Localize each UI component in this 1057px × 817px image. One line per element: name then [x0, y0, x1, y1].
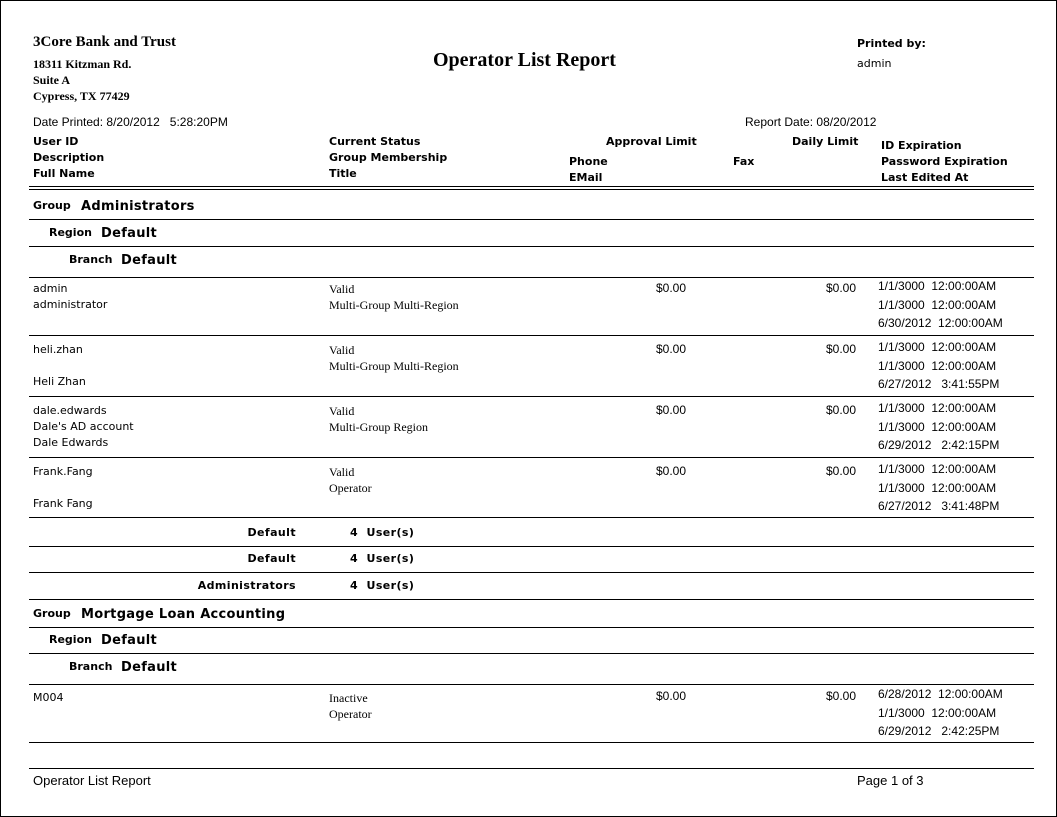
region-name: Default — [101, 226, 158, 241]
col-email: EMail — [569, 171, 603, 184]
printed-by-label: Printed by: — [857, 37, 926, 50]
user-approval-limit: $0.00 — [655, 403, 686, 417]
branch-label: Branch — [69, 660, 113, 673]
user-approval-limit: $0.00 — [655, 281, 686, 295]
col-phone: Phone — [569, 155, 608, 168]
user-id: admin — [33, 282, 68, 295]
user-approval-limit: $0.00 — [655, 464, 686, 478]
user-id: heli.zhan — [33, 343, 83, 356]
row-divider — [29, 457, 1034, 458]
user-daily-limit: $0.00 — [825, 342, 856, 356]
col-password-expiration: Password Expiration — [881, 155, 1008, 168]
user-password-expiration: 1/1/3000 12:00:00AM — [878, 420, 997, 434]
region-label: Region — [49, 633, 92, 646]
branch-name: Default — [121, 660, 178, 675]
footer-divider — [29, 768, 1034, 769]
col-title: Title — [329, 167, 357, 180]
user-id-expiration: 1/1/3000 12:00:00AM — [878, 340, 997, 354]
col-user-id: User ID — [33, 135, 79, 148]
user-id-expiration: 1/1/3000 12:00:00AM — [878, 462, 997, 476]
user-status: Valid — [329, 343, 355, 357]
col-group-membership: Group Membership — [329, 151, 448, 164]
bank-address-line1: 18311 Kitzman Rd. — [33, 57, 132, 71]
group-name: Mortgage Loan Accounting — [81, 607, 286, 622]
user-last-edited: 6/29/2012 2:42:25PM — [878, 724, 1000, 738]
user-password-expiration: 1/1/3000 12:00:00AM — [878, 706, 997, 720]
branch-total-count — [350, 526, 414, 539]
branch-name: Default — [121, 253, 178, 268]
col-full-name: Full Name — [33, 167, 95, 180]
footer-report-name: Operator List Report — [33, 773, 151, 788]
date-printed-label: Date Printed: — [33, 115, 104, 129]
col-daily-limit: Daily Limit — [792, 135, 859, 148]
user-full-name: Dale Edwards — [33, 436, 109, 449]
group-name: Administrators — [81, 199, 195, 214]
user-membership: Multi-Group Region — [329, 420, 428, 434]
total-unit: User(s) — [366, 552, 415, 565]
user-password-expiration: 1/1/3000 12:00:00AM — [878, 481, 997, 495]
divider — [29, 246, 1034, 247]
user-membership: Multi-Group Multi-Region — [329, 359, 459, 373]
user-description: Dale's AD account — [33, 420, 134, 433]
header-divider-bottom — [29, 189, 1034, 190]
col-fax: Fax — [733, 155, 755, 168]
user-status: Valid — [329, 404, 355, 418]
user-membership: Multi-Group Multi-Region — [329, 298, 459, 312]
user-approval-limit: $0.00 — [655, 342, 686, 356]
region-name: Default — [101, 633, 158, 648]
user-daily-limit: $0.00 — [825, 403, 856, 417]
divider — [29, 277, 1034, 278]
total-unit: User(s) — [366, 526, 415, 539]
user-full-name: Heli Zhan — [33, 375, 86, 388]
user-description: administrator — [33, 298, 108, 311]
divider — [29, 684, 1034, 685]
bank-name: 3Core Bank and Trust — [33, 34, 176, 50]
user-id-expiration: 6/28/2012 12:00:00AM — [878, 687, 1003, 701]
user-full-name: Frank Fang — [33, 497, 93, 510]
divider — [29, 219, 1034, 220]
report-title: Operator List Report — [433, 49, 616, 71]
row-divider — [29, 742, 1034, 743]
user-last-edited: 6/27/2012 3:41:48PM — [878, 499, 1000, 513]
col-current-status: Current Status — [329, 135, 421, 148]
group-label: Group — [33, 607, 71, 620]
region-total-name: Default — [247, 552, 296, 565]
report-date-label: Report Date: — [745, 115, 814, 129]
group-label: Group — [33, 199, 71, 212]
report-date — [745, 115, 876, 129]
user-id: M004 — [33, 691, 64, 704]
region-total-count — [350, 552, 414, 565]
date-printed — [33, 115, 228, 129]
user-password-expiration: 1/1/3000 12:00:00AM — [878, 359, 997, 373]
divider — [29, 653, 1034, 654]
user-status: Valid — [329, 465, 355, 479]
divider — [29, 572, 1034, 573]
divider — [29, 599, 1034, 600]
bank-address-line3: Cypress, TX 77429 — [33, 89, 130, 103]
user-status: Inactive — [329, 691, 368, 705]
printed-by-value: admin — [857, 57, 892, 70]
total-unit: User(s) — [366, 579, 415, 592]
user-approval-limit: $0.00 — [655, 689, 686, 703]
col-approval-limit: Approval Limit — [606, 135, 697, 148]
divider — [29, 627, 1034, 628]
group-total-name: Administrators — [197, 579, 296, 592]
row-divider — [29, 517, 1034, 518]
user-id-expiration: 1/1/3000 12:00:00AM — [878, 401, 997, 415]
user-daily-limit: $0.00 — [825, 464, 856, 478]
user-daily-limit: $0.00 — [825, 281, 856, 295]
user-last-edited: 6/27/2012 3:41:55PM — [878, 377, 1000, 391]
row-divider — [29, 396, 1034, 397]
user-id-expiration: 1/1/3000 12:00:00AM — [878, 279, 997, 293]
branch-total-name: Default — [247, 526, 296, 539]
divider — [29, 546, 1034, 547]
date-printed-value: 8/20/2012 5:28:20PM — [106, 115, 228, 129]
user-id: dale.edwards — [33, 404, 107, 417]
bank-address-line2: Suite A — [33, 73, 71, 87]
group-total-count — [350, 579, 414, 592]
branch-label: Branch — [69, 253, 113, 266]
user-daily-limit: $0.00 — [825, 689, 856, 703]
user-last-edited: 6/29/2012 2:42:15PM — [878, 438, 1000, 452]
total-count: 4 — [350, 552, 359, 565]
col-description: Description — [33, 151, 105, 164]
row-divider — [29, 335, 1034, 336]
region-label: Region — [49, 226, 92, 239]
report-date-value: 08/20/2012 — [816, 115, 877, 129]
user-last-edited: 6/30/2012 12:00:00AM — [878, 316, 1003, 330]
user-id: Frank.Fang — [33, 465, 93, 478]
footer-page-number: Page 1 of 3 — [857, 773, 924, 788]
total-count: 4 — [350, 526, 359, 539]
col-last-edited-at: Last Edited At — [881, 171, 969, 184]
header-divider-top — [29, 186, 1034, 187]
user-password-expiration: 1/1/3000 12:00:00AM — [878, 298, 997, 312]
user-membership: Operator — [329, 481, 372, 495]
user-membership: Operator — [329, 707, 372, 721]
total-count: 4 — [350, 579, 359, 592]
col-id-expiration: ID Expiration — [881, 139, 962, 152]
user-status: Valid — [329, 282, 355, 296]
